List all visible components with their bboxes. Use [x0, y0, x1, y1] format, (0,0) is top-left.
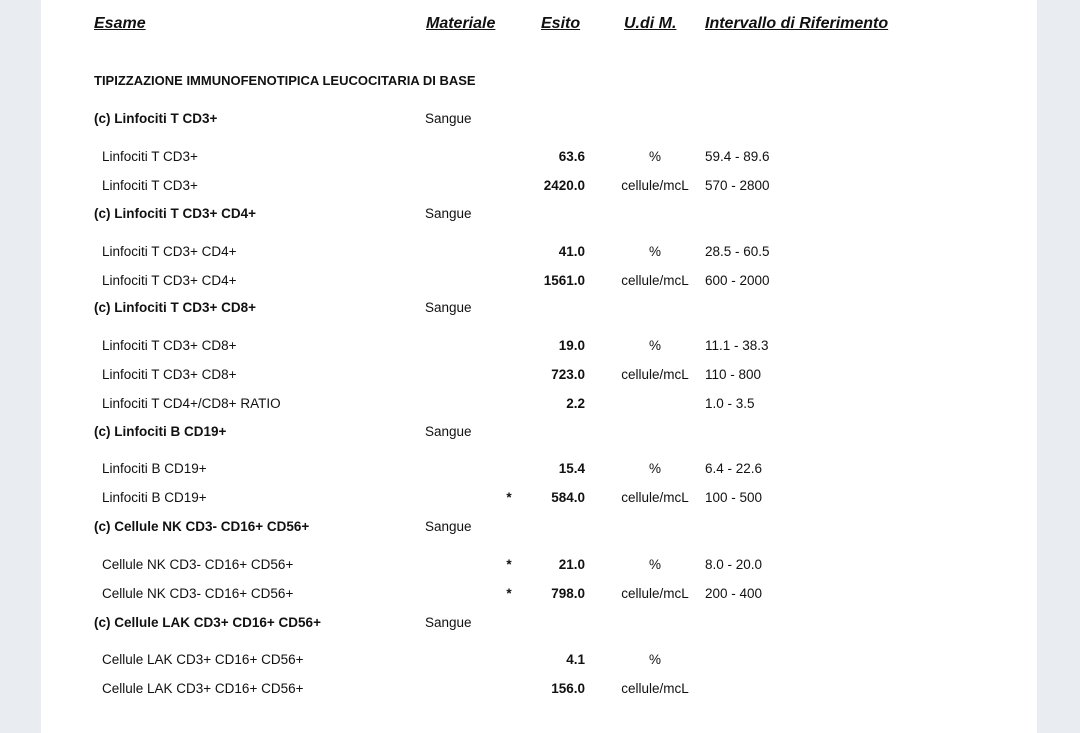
- group-material: Sangue: [425, 424, 472, 439]
- result-value: 4.1: [566, 652, 585, 667]
- group-title: (c) Cellule NK CD3- CD16+ CD56+: [94, 519, 310, 534]
- result-value: 798.0: [551, 586, 585, 601]
- result-name: Linfociti T CD3+: [102, 149, 198, 164]
- result-name: Cellule LAK CD3+ CD16+ CD56+: [102, 652, 304, 667]
- result-value: 156.0: [551, 681, 585, 696]
- result-value: 41.0: [558, 244, 585, 259]
- result-name: Linfociti B CD19+: [102, 461, 207, 476]
- reference-range: 8.0 - 20.0: [705, 557, 763, 572]
- result-name: Linfociti T CD3+: [102, 178, 198, 193]
- result-value: 19.0: [558, 338, 585, 353]
- abnormal-flag: *: [506, 490, 512, 505]
- group-material: Sangue: [425, 300, 472, 315]
- result-value: 2.2: [566, 396, 585, 411]
- result-name: Cellule LAK CD3+ CD16+ CD56+: [102, 681, 304, 696]
- group-material: Sangue: [425, 519, 472, 534]
- result-name: Cellule NK CD3- CD16+ CD56+: [102, 586, 294, 601]
- reference-range: 6.4 - 22.6: [705, 461, 763, 476]
- reference-range: 570 - 2800: [705, 178, 770, 193]
- group-material: Sangue: [425, 111, 472, 126]
- result-unit: %: [648, 338, 661, 353]
- report-page: [41, 0, 1037, 733]
- result-value: 63.6: [558, 149, 585, 164]
- reference-range: 1.0 - 3.5: [705, 396, 755, 411]
- header-esito: Esito: [541, 15, 581, 32]
- result-unit: %: [648, 461, 661, 476]
- result-unit: %: [648, 149, 661, 164]
- result-unit: %: [648, 244, 661, 259]
- result-unit: cellule/mcL: [621, 681, 689, 696]
- abnormal-flag: *: [506, 557, 512, 572]
- result-unit: %: [648, 652, 661, 667]
- reference-range: 100 - 500: [705, 490, 763, 505]
- reference-range: 11.1 - 38.3: [705, 338, 769, 353]
- result-value: 2420.0: [543, 178, 585, 193]
- result-name: Linfociti B CD19+: [102, 490, 207, 505]
- section-title: TIPIZZAZIONE IMMUNOFENOTIPICA LEUCOCITARIA DI BASE: [94, 73, 476, 88]
- reference-range: 110 - 800: [705, 367, 762, 382]
- result-value: 21.0: [558, 557, 585, 572]
- reference-range: 600 - 2000: [705, 273, 770, 288]
- group-title: (c) Linfociti T CD3+ CD8+: [94, 300, 257, 315]
- group-title: (c) Linfociti T CD3+: [94, 111, 218, 126]
- reference-range: 59.4 - 89.6: [705, 149, 770, 164]
- result-name: Linfociti T CD3+ CD4+: [102, 244, 237, 259]
- result-name: Linfociti T CD3+ CD4+: [102, 273, 237, 288]
- result-unit: cellule/mcL: [621, 490, 689, 505]
- result-name: Linfociti T CD3+ CD8+: [102, 367, 237, 382]
- reference-range: 28.5 - 60.5: [705, 244, 770, 259]
- result-value: 723.0: [551, 367, 585, 382]
- result-unit: %: [648, 557, 661, 572]
- header-intervallo: Intervallo di Riferimento: [705, 15, 889, 32]
- group-title: (c) Linfociti T CD3+ CD4+: [94, 206, 257, 221]
- result-unit: cellule/mcL: [621, 586, 689, 601]
- result-name: Linfociti T CD4+/CD8+ RATIO: [102, 396, 281, 411]
- abnormal-flag: *: [506, 586, 512, 601]
- group-title: (c) Cellule LAK CD3+ CD16+ CD56+: [94, 615, 321, 630]
- group-material: Sangue: [425, 206, 472, 221]
- header-udm: U.di M.: [624, 15, 677, 32]
- result-unit: cellule/mcL: [621, 178, 689, 193]
- result-name: Linfociti T CD3+ CD8+: [102, 338, 237, 353]
- result-value: 1561.0: [543, 273, 585, 288]
- result-value: 584.0: [551, 490, 585, 505]
- group-material: Sangue: [425, 615, 472, 630]
- result-unit: cellule/mcL: [621, 273, 689, 288]
- result-name: Cellule NK CD3- CD16+ CD56+: [102, 557, 294, 572]
- header-materiale: Materiale: [426, 15, 496, 32]
- reference-range: 200 - 400: [705, 586, 763, 601]
- header-esame: Esame: [94, 15, 146, 32]
- result-unit: cellule/mcL: [621, 367, 689, 382]
- result-value: 15.4: [558, 461, 585, 476]
- group-title: (c) Linfociti B CD19+: [94, 424, 227, 439]
